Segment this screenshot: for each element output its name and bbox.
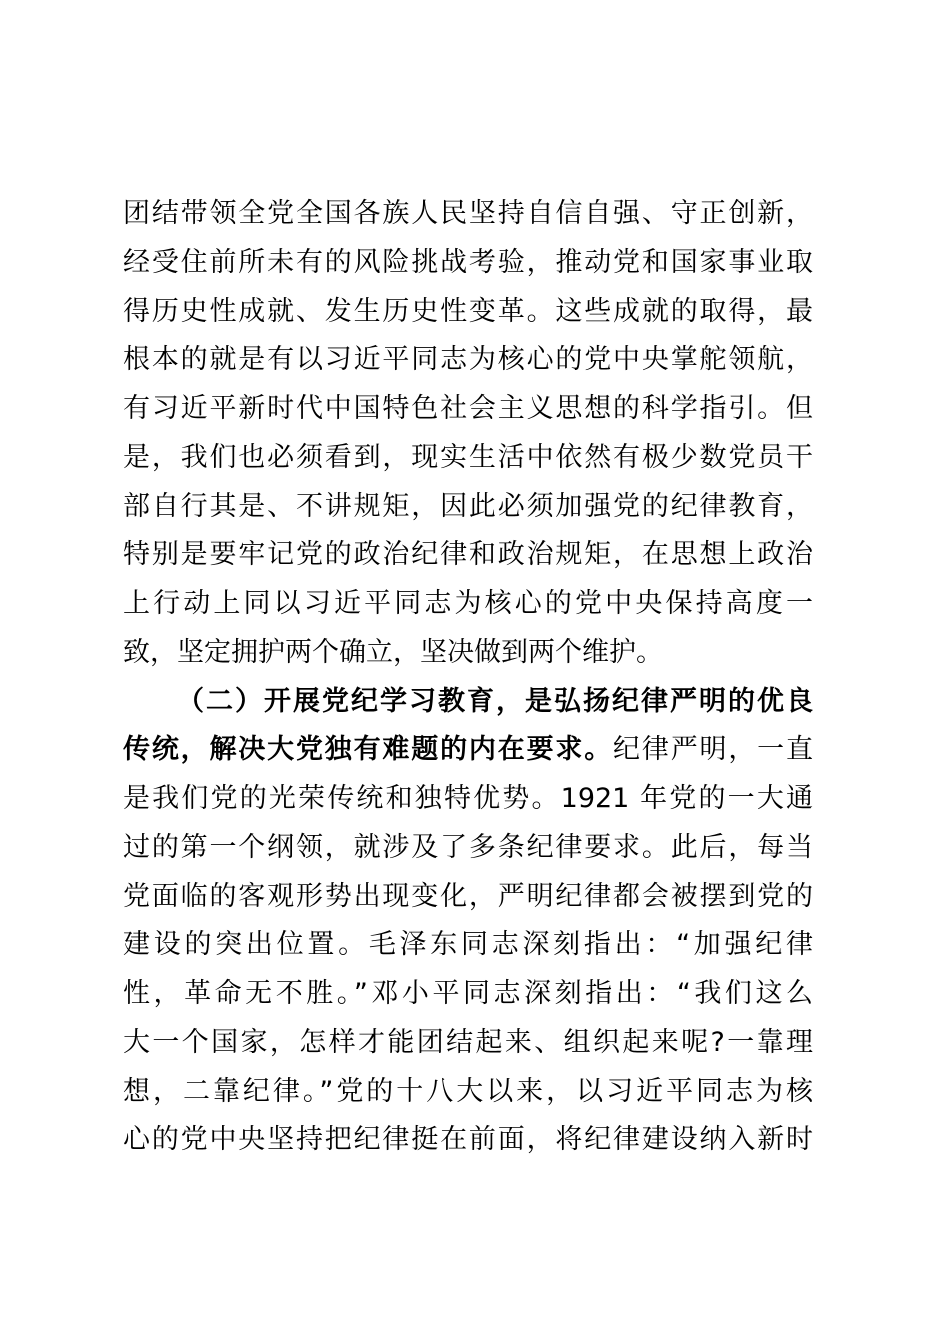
text-line: 经受住前所未有的风险挑战考验，推动党和国家事业取 — [123, 246, 813, 278]
text-run: 纪律严明，一直 — [613, 734, 813, 766]
text-line: 大一个国家，怎样才能团结起来、组织起来呢?一靠理 — [123, 1026, 813, 1058]
text-line: 建设的突出位置。毛泽东同志深刻指出：“加强纪律 — [123, 929, 813, 961]
text-line: 根本的就是有以习近平同志为核心的党中央掌舵领航， — [123, 344, 813, 376]
paragraph-2 — [123, 678, 813, 1166]
text-line: 是我们党的光荣传统和独特优势。1921 年党的一大通 — [123, 783, 813, 814]
section-heading-continued: 传统，解决大党独有难题的内在要求。 — [123, 734, 614, 766]
text-line: 党面临的客观形势出现变化，严明纪律都会被摆到党的 — [123, 880, 813, 912]
text-line — [123, 726, 813, 775]
text-line: 心的党中央坚持把纪律挺在前面，将纪律建设纳入新时 — [123, 1124, 813, 1156]
text-line: 过的第一个纲领，就涉及了多条纪律要求。此后，每当 — [123, 831, 813, 863]
text-line: 是，我们也必须看到，现实生活中依然有极少数党员干 — [123, 441, 813, 473]
text-line: 想，二靠纪律。”党的十八大以来，以习近平同志为核 — [123, 1075, 813, 1107]
text-line: 上行动上同以习近平同志为核心的党中央保持高度一 — [123, 588, 813, 619]
text-line: 团结带领全党全国各族人民坚持自信自强、守正创新， — [123, 198, 813, 229]
text-line: 得历史性成就、发生历史性变革。这些成就的取得，最 — [123, 295, 813, 327]
text-line: 性，革命无不胜。”邓小平同志深刻指出：“我们这么 — [123, 978, 813, 1009]
text-line: 部自行其是、不讲规矩，因此必须加强党的纪律教育， — [123, 490, 813, 522]
text-line: 特别是要牢记党的政治纪律和政治规矩，在思想上政治 — [123, 539, 813, 571]
text-line: 致，坚定拥护两个确立，坚决做到两个维护。 — [123, 636, 663, 668]
section-heading: （二）开展党纪学习教育，是弘扬纪律严明的优良 — [177, 685, 813, 717]
paragraph-1 — [123, 190, 813, 678]
document-body — [123, 190, 813, 1165]
text-line: 有习近平新时代中国特色社会主义思想的科学指引。但 — [123, 393, 813, 424]
